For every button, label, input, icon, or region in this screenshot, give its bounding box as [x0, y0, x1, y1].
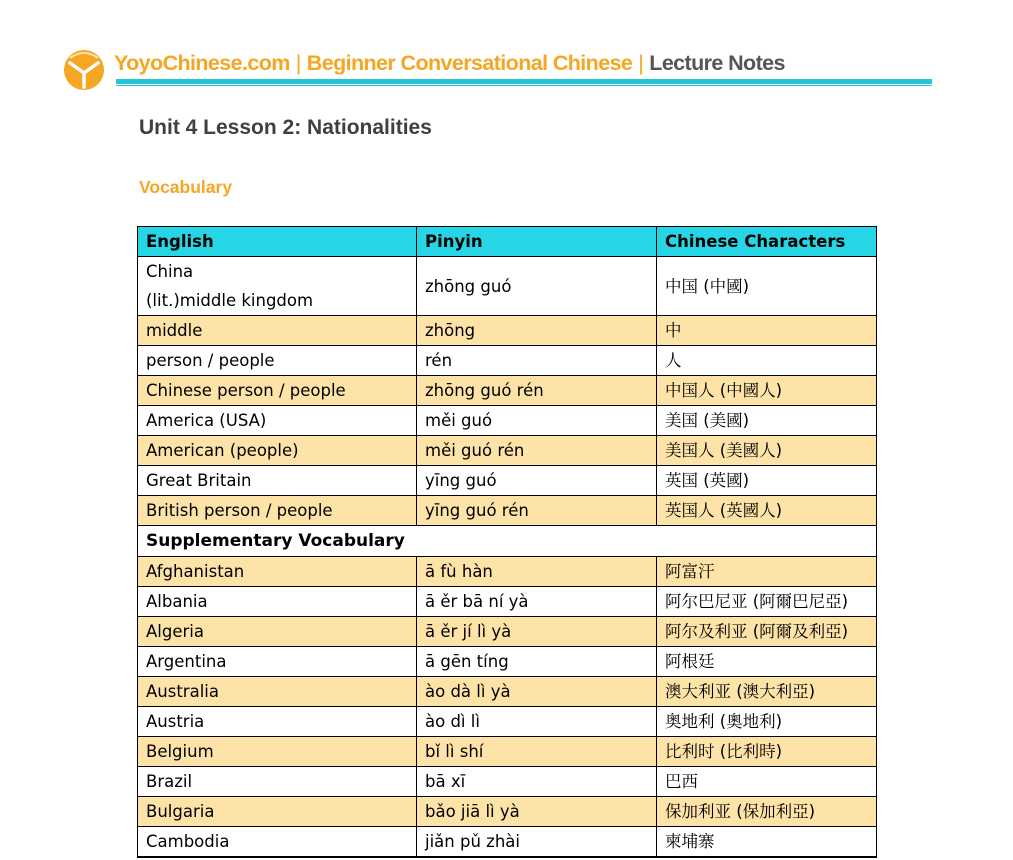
table-row [138, 797, 877, 827]
english-cell: America (USA) [138, 406, 417, 436]
chinese-cell: 保加利亚 (保加利亞) [657, 797, 877, 827]
yoyo-logo-icon [62, 46, 106, 92]
page-header [62, 44, 932, 94]
header-rule [116, 79, 932, 84]
table-header-row [138, 227, 877, 257]
pinyin-cell: ā ěr bā ní yà [417, 587, 657, 617]
supplementary-heading: Supplementary Vocabulary [138, 526, 877, 557]
table-row [138, 346, 877, 376]
chinese-cell: 美国 (美國) [657, 406, 877, 436]
chinese-cell: 阿尔巴尼亚 (阿爾巴尼亞) [657, 587, 877, 617]
table-row [138, 406, 877, 436]
chinese-cell: 中 [657, 316, 877, 346]
table-row [138, 436, 877, 466]
vocabulary-table [137, 226, 877, 858]
pinyin-cell: bā xī [417, 767, 657, 797]
chinese-cell: 中国人 (中國人) [657, 376, 877, 406]
pinyin-cell: měi guó rén [417, 436, 657, 466]
pinyin-cell: zhōng guó rén [417, 376, 657, 406]
pinyin-cell: bǐ lì shí [417, 737, 657, 767]
english-cell: Cambodia [138, 827, 417, 857]
column-header-chinese: Chinese Characters [657, 227, 877, 257]
english-note: (lit.)middle kingdom [146, 291, 314, 310]
pinyin-cell: zhōng guó [417, 257, 657, 316]
header-separator-2: | [638, 51, 644, 75]
supplementary-heading-row [138, 526, 877, 557]
chinese-cell: 柬埔寨 [657, 827, 877, 857]
table-row-partial [138, 857, 877, 858]
table-row [138, 677, 877, 707]
brand-line [114, 48, 785, 78]
section-title: Vocabulary [139, 177, 233, 197]
chinese-cell: 英国人 (英國人) [657, 496, 877, 526]
chinese-cell: 澳大利亚 (澳大利亞) [657, 677, 877, 707]
english-cell: Algeria [138, 617, 417, 647]
english-cell: Great Britain [138, 466, 417, 496]
table-row [138, 647, 877, 677]
table-row [138, 466, 877, 496]
table-row [138, 767, 877, 797]
table-row [138, 557, 877, 587]
column-header-pinyin: Pinyin [417, 227, 657, 257]
chinese-cell: 人 [657, 346, 877, 376]
table-row [138, 376, 877, 406]
table-row [138, 257, 877, 316]
table-row [138, 316, 877, 346]
pinyin-cell: ā fù hàn [417, 557, 657, 587]
english-cell [138, 257, 417, 316]
pinyin-cell: yīng guó [417, 466, 657, 496]
english-cell: Afghanistan [138, 557, 417, 587]
chinese-cell: 阿根廷 [657, 647, 877, 677]
english-cell: Belgium [138, 737, 417, 767]
chinese-cell [657, 857, 877, 858]
english-cell: Chinese person / people [138, 376, 417, 406]
english-cell: Australia [138, 677, 417, 707]
chinese-cell: 比利时 (比利時) [657, 737, 877, 767]
pinyin-cell: ào dì lì [417, 707, 657, 737]
chinese-cell: 美国人 (美國人) [657, 436, 877, 466]
english-cell: Argentina [138, 647, 417, 677]
table-row [138, 737, 877, 767]
chinese-cell: 阿富汗 [657, 557, 877, 587]
english-cell: Austria [138, 707, 417, 737]
english-text: China [146, 262, 194, 281]
pinyin-cell: měi guó [417, 406, 657, 436]
chinese-cell: 巴西 [657, 767, 877, 797]
pinyin-cell: ā ěr jí lì yà [417, 617, 657, 647]
chinese-cell: 英国 (英國) [657, 466, 877, 496]
table-row [138, 587, 877, 617]
lesson-title: Unit 4 Lesson 2: Nationalities [139, 116, 432, 139]
pinyin-cell: ā gēn tíng [417, 647, 657, 677]
pinyin-cell [417, 857, 657, 858]
pinyin-cell: yīng guó rén [417, 496, 657, 526]
english-cell: Brazil [138, 767, 417, 797]
pinyin-cell: zhōng [417, 316, 657, 346]
english-cell [138, 857, 417, 858]
doc-type: Lecture Notes [649, 51, 785, 75]
chinese-cell: 奥地利 (奧地利) [657, 707, 877, 737]
english-cell: middle [138, 316, 417, 346]
english-cell: Albania [138, 587, 417, 617]
pinyin-cell: bǎo jiā lì yà [417, 797, 657, 827]
pinyin-cell: jiǎn pǔ zhài [417, 827, 657, 857]
pinyin-cell: ào dà lì yà [417, 677, 657, 707]
chinese-cell: 阿尔及利亚 (阿爾及利亞) [657, 617, 877, 647]
chinese-cell: 中国 (中國) [657, 257, 877, 316]
site-name[interactable]: YoyoChinese.com [114, 51, 290, 75]
table-row [138, 707, 877, 737]
english-cell: Bulgaria [138, 797, 417, 827]
column-header-english: English [138, 227, 417, 257]
header-rule-thin [116, 85, 932, 86]
header-separator-1: | [295, 51, 301, 75]
table-row [138, 617, 877, 647]
english-cell: person / people [138, 346, 417, 376]
english-cell: American (people) [138, 436, 417, 466]
english-cell: British person / people [138, 496, 417, 526]
pinyin-cell: rén [417, 346, 657, 376]
table-row [138, 496, 877, 526]
course-name: Beginner Conversational Chinese [306, 51, 633, 75]
table-row [138, 827, 877, 857]
